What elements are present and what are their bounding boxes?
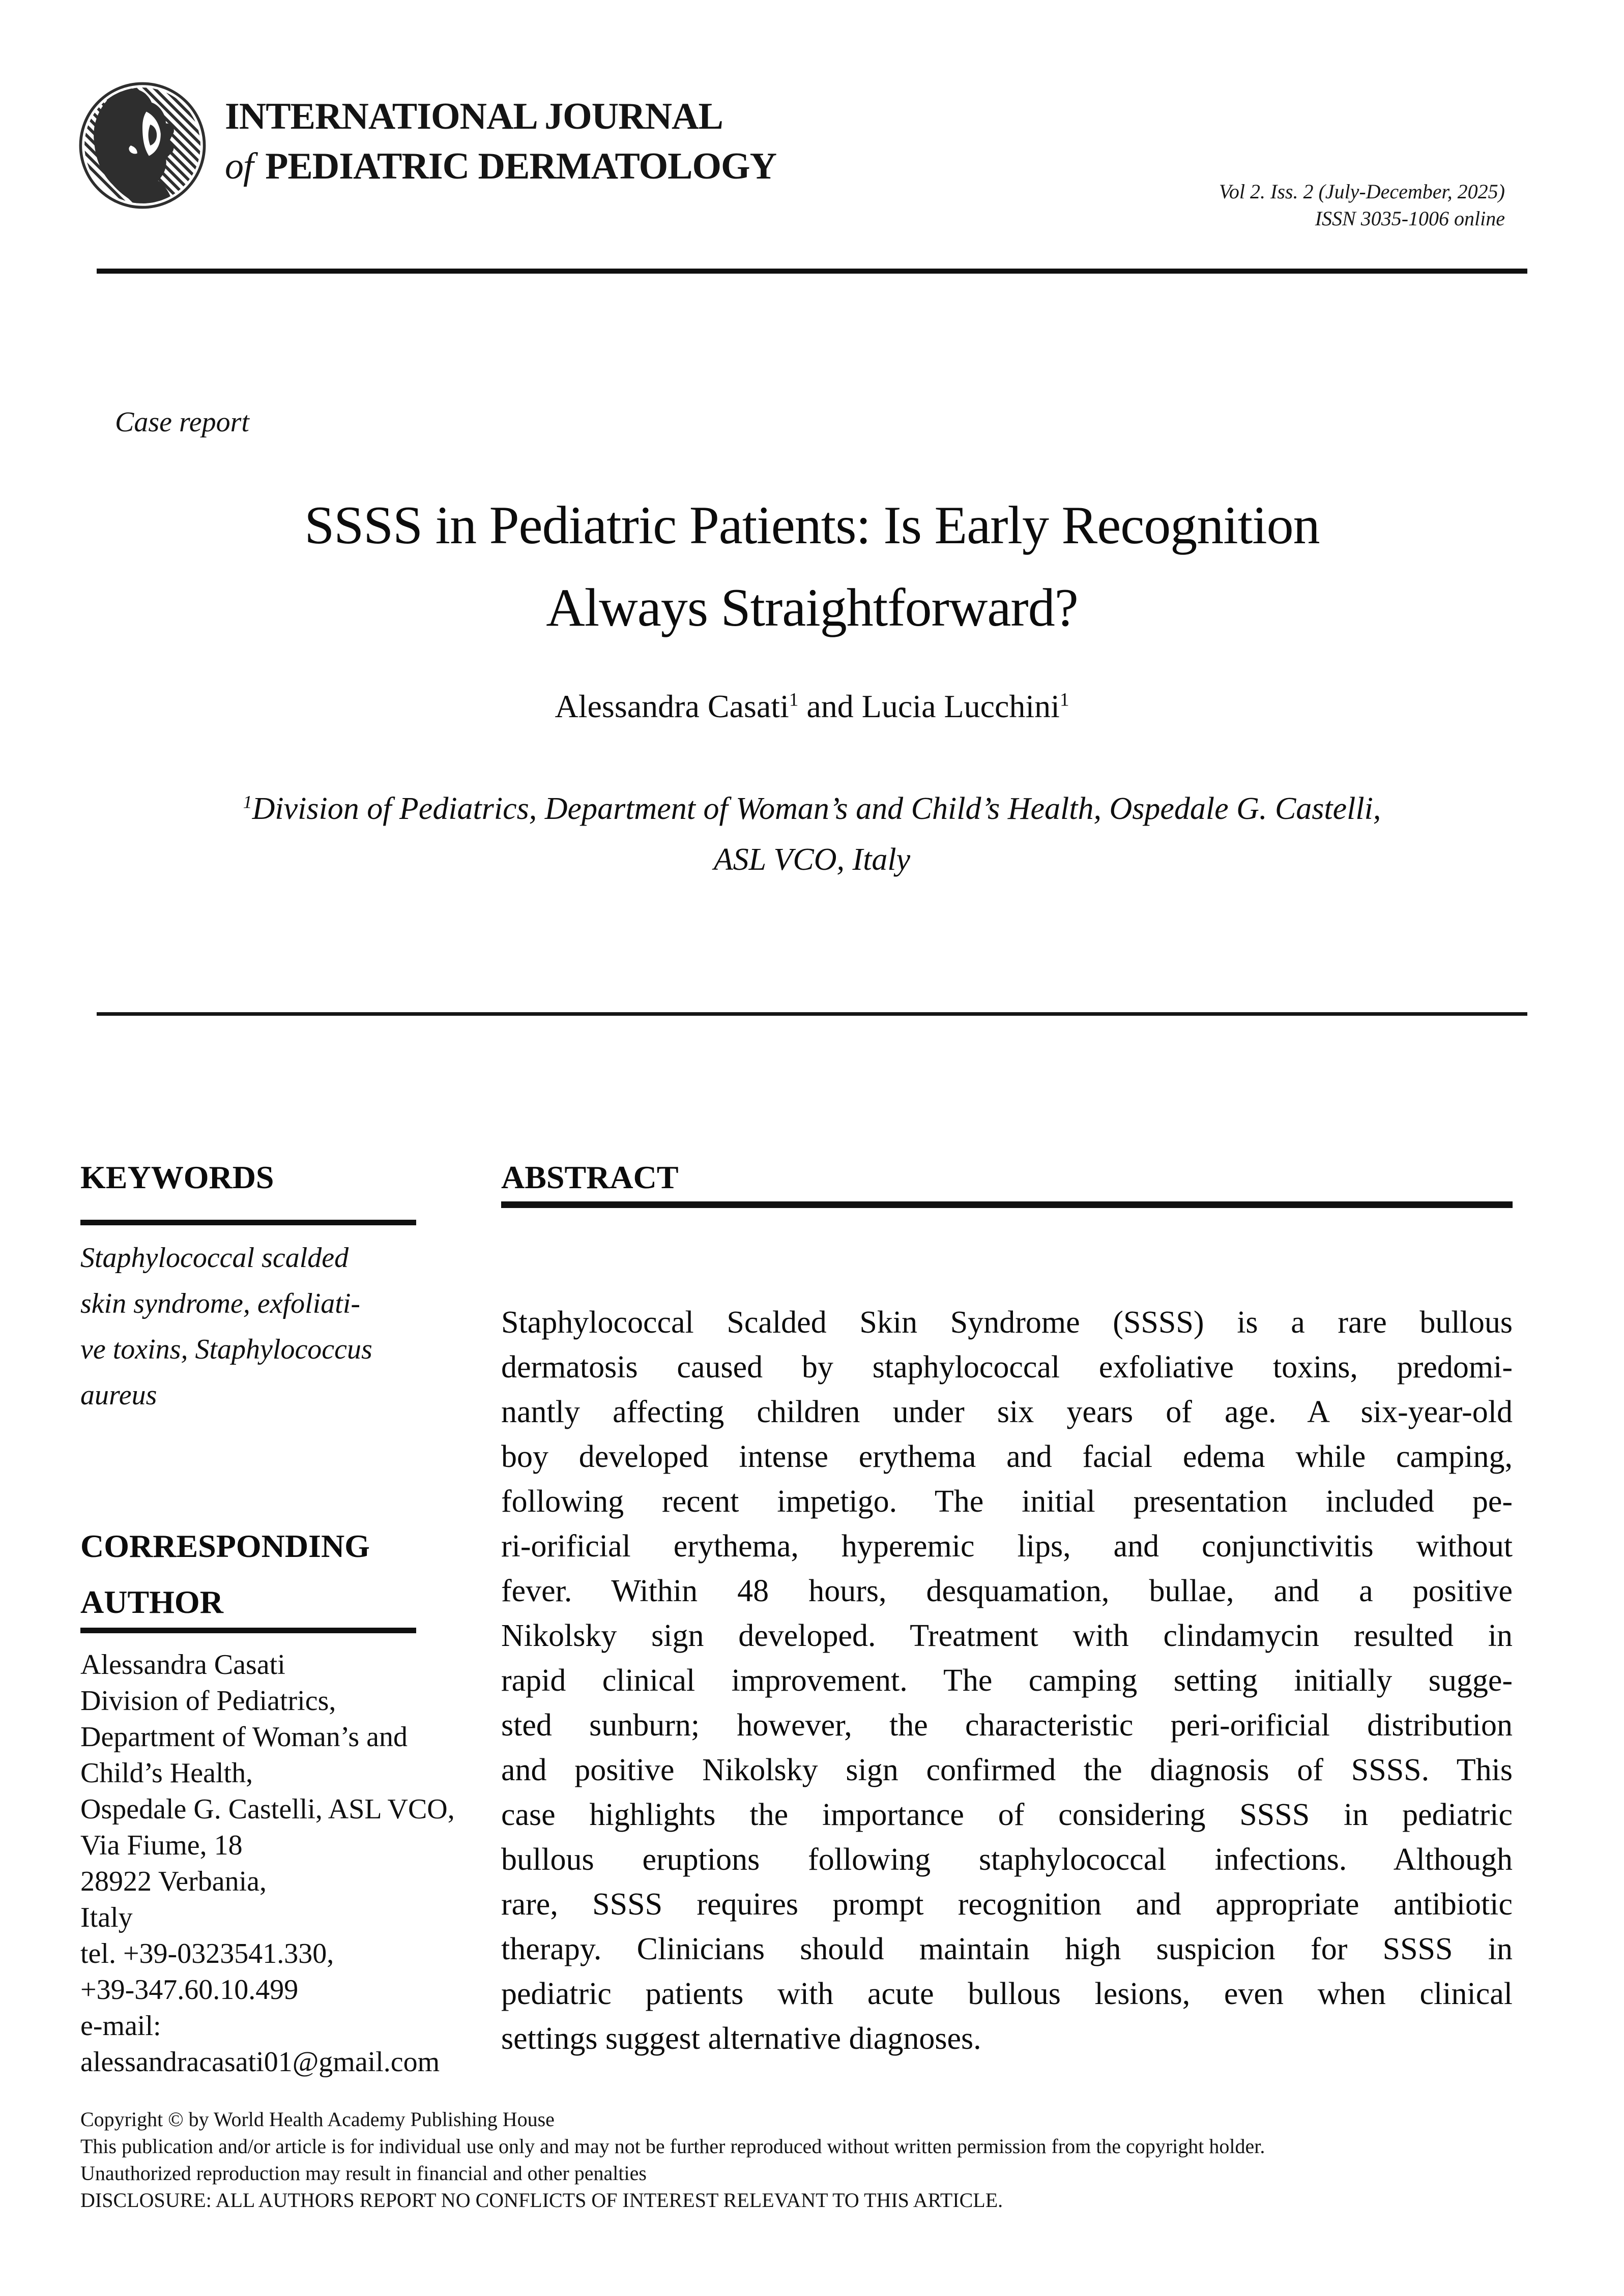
section-divider-rule [97,1012,1527,1016]
authors-connector: and [798,688,862,724]
corresponding-author-line: Child’s Health, [80,1757,253,1789]
footer-reproduction-warning: Unauthorized reproduction may result in financial and other penalties [80,2162,647,2185]
abstract-line: fever. Within 48 hours, desquamation, bullae, and a positive [501,1574,1513,1608]
journal-logo-child-profile-icon [77,80,208,211]
corresponding-author-email: alessandracasati01@gmail.com [80,2046,440,2078]
abstract-text [501,1300,1513,2061]
author-2-affiliation-mark: 1 [1059,689,1069,711]
corresponding-author-phone: tel. +39-0323541.330, [80,1938,334,1969]
author-2: Lucia Lucchini [861,688,1060,724]
issn: ISSN 3035-1006 online [1315,207,1505,230]
keywords-line: Staphylococcal scalded [80,1242,349,1274]
corresponding-author-line: Department of Woman’s and [80,1721,408,1753]
abstract-line: nantly affecting children under six years of age. A six-year-old [501,1395,1513,1429]
keywords-line: ve toxins, Staphylococcus [80,1334,372,1365]
volume-issue: Vol 2. Iss. 2 (July-December, 2025) [1219,180,1505,203]
journal-name [225,92,776,191]
corresponding-author-heading: CORRESPONDING AUTHOR [80,1528,370,1620]
abstract-line: sted sunburn; however, the characteristic peri-orificial distribution [501,1708,1513,1743]
keywords-line: skin syndrome, exfoliati- [80,1288,361,1319]
corresponding-author-line: Ospedale G. Castelli, ASL VCO, [80,1793,455,1825]
article-title [49,484,1575,649]
footer-copyright-block [80,2106,1556,2214]
keywords-line: aureus [80,1379,157,1411]
authors-line [49,688,1575,725]
affiliation-line2: ASL VCO, Italy [713,842,911,877]
issue-info [1219,178,1505,232]
abstract-line: boy developed intense erythema and facial edema while camping, [501,1439,1513,1474]
abstract-line: case highlights the importance of considering SSSS in pediatric [501,1798,1513,1832]
affiliation-mark: 1 [243,791,252,812]
journal-name-of: of [225,145,253,187]
abstract-line: Nikolsky sign developed. Treatment with clindamycin resulted in [501,1618,1513,1653]
author-1: Alessandra Casati [555,688,789,724]
affiliation-line1: $^1$Division of Pediatrics, Department of Woman’s and Child’s Health, Ospedale G. Castelli, [243,791,1381,826]
abstract-line: dermatosis caused by staphylococcal exfoliative toxins, predomi- [501,1350,1513,1385]
article-type-label: Case report [115,406,249,438]
affiliation [49,783,1575,885]
footer-permission-notice: This publication and/or article is for individual use only and may not be further reproduced without written permission from the copyright holder. [80,2135,1265,2158]
abstract-line: rare, SSSS requires prompt recognition and appropriate antibiotic [501,1887,1513,1922]
abstract-line: and positive Nikolsky sign confirmed the diagnosis of SSSS. This [501,1753,1513,1787]
keywords-text [80,1235,437,1418]
abstract-line: following recent impetigo. The initial presentation included pe- [501,1484,1513,1519]
header-rule [97,269,1527,274]
footer-disclosure: DISCLOSURE: ALL AUTHORS REPORT NO CONFLICTS OF INTEREST RELEVANT TO THIS ARTICLE. [80,2189,1003,2212]
author-1-affiliation-mark: 1 [789,689,799,711]
journal-name-line2-rest: PEDIATRIC DERMATOLOGY [265,145,777,187]
corresponding-author-address: Italy [80,1902,133,1933]
corresponding-author-phone: +39-347.60.10.499 [80,1974,299,2006]
corresponding-author-details [80,1647,487,2080]
keywords-heading: KEYWORDS [80,1159,274,1195]
abstract-line: bullous eruptions following staphylococcal infections. Although [501,1842,1513,1877]
keywords-underline [80,1220,416,1225]
abstract-underline [501,1201,1513,1208]
abstract-line: pediatric patients with acute bullous lesions, even when clinical [501,1977,1513,2011]
corresponding-author-address: Via Fiume, 18 [80,1830,243,1861]
abstract-line: settings suggest alternative diagnoses. [501,2021,981,2056]
footer-copyright: Copyright © by World Health Academy Publishing House [80,2108,555,2131]
abstract-line: rapid clinical improvement. The camping setting initially sugge- [501,1663,1513,1698]
corresponding-author-address: 28922 Verbania, [80,1866,267,1897]
abstract-line: therapy. Clinicians should maintain high suspicion for SSSS in [501,1932,1513,1966]
article-title-line2: Always Straightforward? [546,578,1078,637]
abstract-line: Staphylococcal Scalded Skin Syndrome (SSSS) is a rare bullous [501,1305,1513,1340]
article-title-line1: SSSS in Pediatric Patients: Is Early Recognition [304,495,1320,555]
corresponding-author-name: Alessandra Casati [80,1649,285,1681]
abstract-heading: ABSTRACT [501,1159,679,1195]
journal-name-line1: INTERNATIONAL JOURNAL [225,96,723,137]
corresponding-author-email-label: e-mail: [80,2010,161,2042]
corresponding-author-line: Division of Pediatrics, [80,1685,336,1717]
journal-name-line2 [225,141,776,191]
abstract-line: ri-orificial erythema, hyperemic lips, and conjunctivitis without [501,1529,1513,1564]
corresponding-author-underline [80,1628,416,1633]
